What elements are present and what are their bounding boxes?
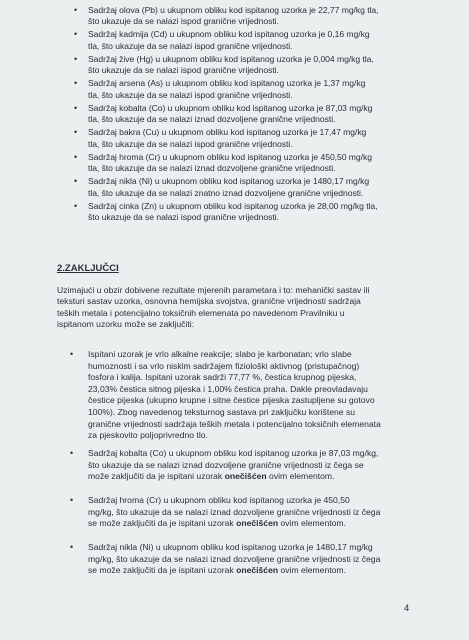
list-item: • Sadržaj žive (Hg) u ukupnom obliku kod ispitanog uzorka je 0,004 mg/kg tla, što ukazuje da se nalazi ispod granične vrijednosti. xyxy=(74,53,374,76)
list-item: • Sadržaj cinka (Zn) u ukupnom obliku kod ispitanog uzorka je 28,00 mg/kg tla, što ukazuje da se nalazi ispod granične vrijednosti. xyxy=(74,200,378,223)
bullet-icon: • xyxy=(74,151,78,162)
intro-paragraph: Uzimajući u obzir dobivene rezultate mjerenih parametara i to: mehanički sastav ili teksturi sastav uzorka, osnovna hemijska svojstva, granične vrijednosti sadržaja teških metala i potencijalno toksičnih elemenata po navedenom Pravilniku u ispitanom uzorku može se zaključiti: xyxy=(57,285,370,329)
list-item: • Sadržaj bakra (Cu) u ukupnom obliku kod ispitanog uzorka je 17,47 mg/kg tla, što ukazuje da se nalazi ispod granične vrijednosti. xyxy=(74,127,367,149)
heavy-metal-findings-list xyxy=(74,5,454,225)
bullet-icon: • xyxy=(70,349,74,359)
bullet-icon: • xyxy=(70,495,74,505)
polluted-label: onečišćen xyxy=(224,471,267,482)
polluted-label: onečišćen xyxy=(236,518,279,529)
bullet-icon: • xyxy=(70,542,74,552)
list-item: • Sadržaj arsena (As) u ukupnom obliku kod ispitanog uzorka je 1,37 mg/kg tla, što ukazuje da se nalazi ispod granične vrijednosti. xyxy=(74,78,366,100)
conclusion-item-texture: • Ispitani uzorak je vrlo alkalne reakcije; slabo je karbonatan; vrlo slabe humoznosti i sa vrlo niskim sadržajem fiziološki aktivnog (pristupačnog) fosfora i kalija. Ispitani uzorak sadrži 77,77 %, čestica krupnog pijeska, 23,03% čestica sitnog pijeska i 1,00% čestica praha. Dakle preovladavaju čestice pijeska (ukupno krupne i sitne čestice pijeska zastupljene su gotovo 100%). Zbog navedenog teksturnog sastava pri zaključku korištene su granične vrijednosti sadržaja teških metala i potencijalno toksičnih elemenata za pjeskovito poljoprivredno tlo. xyxy=(70,349,381,441)
bullet-icon: • xyxy=(74,29,78,40)
conclusion-item-chromium: • Sadržaj hroma (Cr) u ukupnom obliku kod ispitanog uzorka je 450,50 mg/kg, što ukazuje da se nalazi iznad dozvoljene granične vrijednosti iz čega se može zaključiti da je ispitani uzorak onečišćen ovim elementom. xyxy=(70,495,381,529)
page-number: 4 xyxy=(404,603,410,614)
list-item: • Sadržaj nikla (Ni) u ukupnom obliku kod ispitanog uzorka je 1480,17 mg/kg tla, što ukazuje da se nalazi znatno iznad dozvoljene granične vrijednosti. xyxy=(74,176,370,198)
bullet-icon: • xyxy=(74,200,78,211)
list-item: • Sadržaj olova (Pb) u ukupnom obliku kod ispitanog uzorka je 22,77 mg/kg tla, što ukazuje da se nalazi ispod granične vrijednosti. xyxy=(74,5,379,27)
list-item: • Sadržaj kobalta (Co) u ukupnom obliku kod ispitanog uzorka je 87,03 mg/kg tla, što ukazuje da se nalazi iznad dozvoljene granične vrijednosti. xyxy=(74,102,373,125)
conclusion-item-cobalt: • Sadržaj kobalta (Co) u ukupnom obliku kod ispitanog uzorka je 87,03 mg/kg, što ukazuje da se nalazi iznad dozvoljene granične vrijednosti iz čega se može zaključiti da je ispitani uzorak onečišćen ovim elementom. xyxy=(70,448,379,482)
list-item: • Sadržaj hroma (Cr) u ukupnom obliku kod ispitanog uzorka je 450,50 mg/kg tla, što ukazuje da se nalazi iznad dozvoljene granične vrijednosti. xyxy=(74,151,372,174)
list-item: • Sadržaj kadmija (Cd) u ukupnom obliku kod ispitanog uzorka je 0,16 mg/kg tla, što ukazuje da se nalazi ispod granične vrijednosti. xyxy=(74,29,370,51)
bullet-icon: • xyxy=(74,53,78,64)
bullet-icon: • xyxy=(74,78,78,89)
bullet-icon: • xyxy=(74,102,78,113)
bullet-icon: • xyxy=(74,5,78,15)
section-heading: 2.ZAKLJUČCI xyxy=(57,263,119,274)
polluted-label: onečišćen xyxy=(236,565,279,576)
bullet-icon: • xyxy=(70,448,74,458)
bullet-icon: • xyxy=(74,176,78,187)
conclusion-item-nickel: • Sadržaj nikla (Ni) u ukupnom obliku kod ispitanog uzorka je 1480,17 mg/kg mg/kg, što ukazuje da se nalazi iznad dozvoljene granične vrijednosti iz čega se može zaključiti da je ispitani uzorak onečišćen ovim elementom. xyxy=(70,542,381,576)
bullet-icon: • xyxy=(74,127,78,138)
